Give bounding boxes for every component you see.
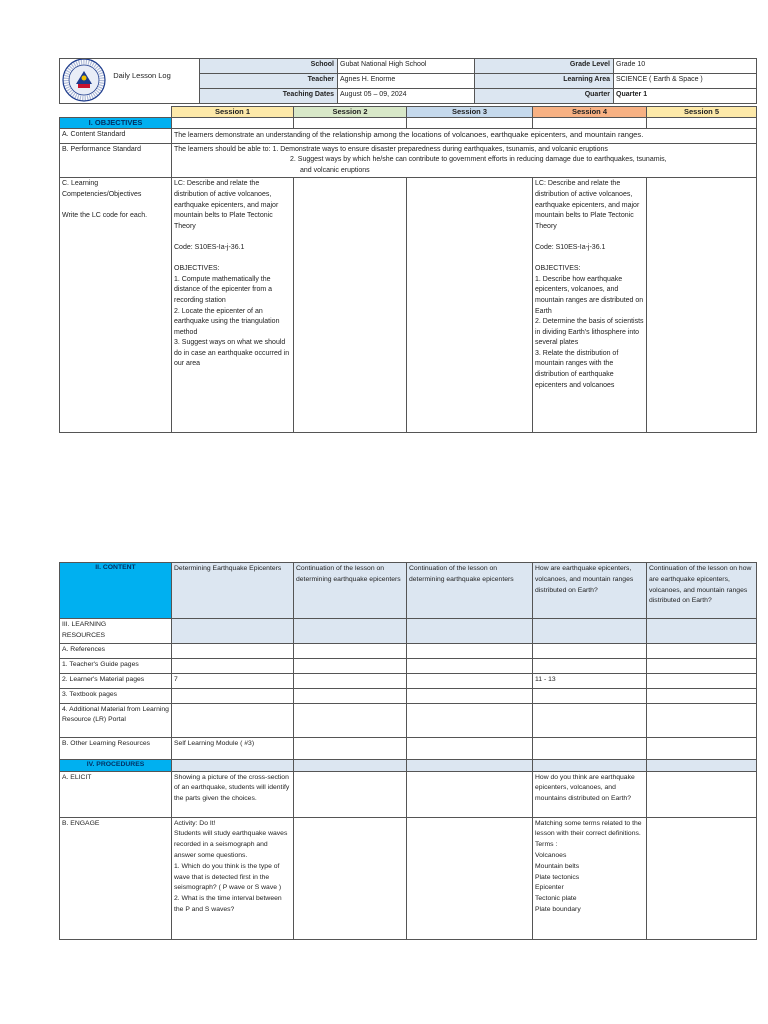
session-5-header: Session 5 xyxy=(647,107,757,118)
learning-area-label: Learning Area xyxy=(475,74,614,89)
content-session-4: How are earthquake epicenters, volcanoes, and mountain ranges distributed on Earth? xyxy=(533,563,647,619)
performance-line-2: 2. Suggest ways by which he/she can contribute to government efforts in reducing damage due to earthquakes, tsunamis, xyxy=(290,156,667,164)
lc-session-5 xyxy=(647,178,757,433)
textbook-label: 3. Textbook pages xyxy=(60,688,172,703)
content-session-1: Determining Earthquake Epicenters xyxy=(172,563,294,619)
obj-blank-4 xyxy=(533,118,647,129)
performance-standard-text xyxy=(172,143,757,178)
teacher-label: Teacher xyxy=(200,74,338,89)
textbook-s5 xyxy=(647,688,757,703)
elicit-session-5 xyxy=(647,771,757,817)
additional-material-s4 xyxy=(533,703,647,737)
textbook-s2 xyxy=(294,688,407,703)
references-s1 xyxy=(172,643,294,658)
teacher-value: Agnes H. Enorme xyxy=(338,74,475,89)
references-s4 xyxy=(533,643,647,658)
quarter-value: Quarter 1 xyxy=(614,89,757,104)
lr-blank-5 xyxy=(647,619,757,644)
objectives-table xyxy=(59,106,757,433)
proc-blank-1 xyxy=(172,759,294,771)
elicit-session-3 xyxy=(407,771,533,817)
content-session-5: Continuation of the lesson on how are earthquake epicenters, volcanoes, and mountain ranges distributed on Earth? xyxy=(647,563,757,619)
additional-material-s3 xyxy=(407,703,533,737)
textbook-s4 xyxy=(533,688,647,703)
engage-label: B. ENGAGE xyxy=(60,817,172,939)
teachers-guide-s3 xyxy=(407,658,533,673)
teachers-guide-s4 xyxy=(533,658,647,673)
other-resources-s2 xyxy=(294,737,407,759)
additional-material-label: 4. Additional Material from Learning Resource (LR) Portal xyxy=(60,703,172,737)
obj-blank-5 xyxy=(647,118,757,129)
lr-blank-1 xyxy=(172,619,294,644)
lr-blank-3 xyxy=(407,619,533,644)
references-s5 xyxy=(647,643,757,658)
performance-line-3: and volcanic eruptions xyxy=(300,166,370,174)
learners-material-s5 xyxy=(647,673,757,688)
learners-material-s3 xyxy=(407,673,533,688)
teaching-dates-label: Teaching Dates xyxy=(200,89,338,104)
textbook-s1 xyxy=(172,688,294,703)
quarter-label: Quarter xyxy=(475,89,614,104)
performance-standard-label: B. Performance Standard xyxy=(60,143,172,178)
lr-blank-2 xyxy=(294,619,407,644)
obj-blank-1 xyxy=(172,118,294,129)
session-1-header: Session 1 xyxy=(172,107,294,118)
proc-blank-3 xyxy=(407,759,533,771)
content-standard-body: the relationship among the locations of volcanoes, earthquake epicenters, and mountain ranges. xyxy=(319,130,644,139)
content-procedures-table xyxy=(59,562,757,940)
teachers-guide-s1 xyxy=(172,658,294,673)
teaching-dates-value: August 05 – 09, 2024 xyxy=(338,89,475,104)
content-standard-text xyxy=(172,129,757,144)
content-heading: II. CONTENT xyxy=(60,563,172,619)
objectives-heading: I. OBJECTIVES xyxy=(60,118,172,129)
engage-session-4: Matching some terms related to the lesson with their correct definitions. Terms : Volcanoes Mountain belts Plate tectonics Epicenter Tectonic plate Plate boundary xyxy=(533,817,647,939)
references-s3 xyxy=(407,643,533,658)
engage-session-2 xyxy=(294,817,407,939)
session-header-spacer xyxy=(60,107,172,118)
proc-blank-5 xyxy=(647,759,757,771)
lc-session-2 xyxy=(294,178,407,433)
content-standard-label: A. Content Standard xyxy=(60,129,172,144)
additional-material-s1 xyxy=(172,703,294,737)
lr-blank-4 xyxy=(533,619,647,644)
school-label: School xyxy=(200,59,338,74)
elicit-label: A. ELICIT xyxy=(60,771,172,817)
other-resources-s3 xyxy=(407,737,533,759)
elicit-session-4: How do you think are earthquake epicenters, volcanoes, and mountains distributed on Earth? xyxy=(533,771,647,817)
learning-competencies-label: C. Learning Competencies/Objectives Write the LC code for each. xyxy=(60,178,172,433)
daily-lesson-log-title: Daily Lesson Log xyxy=(113,71,171,80)
learning-area-value: SCIENCE ( Earth & Space ) xyxy=(614,74,757,89)
content-session-2: Continuation of the lesson on determining earthquake epicenters xyxy=(294,563,407,619)
other-resources-s4 xyxy=(533,737,647,759)
school-value: Gubat National High School xyxy=(338,59,475,74)
lc-session-1: LC: Describe and relate the distribution of active volcanoes, earthquake epicenters, and major mountain belts to Plate Tectonic Theory Code: S10ES-Ia-j-36.1 OBJECTIVES: 1. Compute mathematically the distance of the epicenter from a recording station 2. Locate the epicenter of an earthquake using the triangulation method 3. Suggest ways on what we should do in case an earthquake occurred in our area xyxy=(172,178,294,433)
textbook-s3 xyxy=(407,688,533,703)
engage-session-5 xyxy=(647,817,757,939)
engage-session-1: Activity: Do It! Students will study earthquake waves recorded in a seismograph and answer some questions. 1. Which do you think is the type of wave that is detected first in the seismograph? ( P wave or S wave ) 2. What is the time interval between the P and S waves? xyxy=(172,817,294,939)
session-4-header: Session 4 xyxy=(533,107,647,118)
performance-line-1: The learners should be able to: 1. Demonstrate ways to ensure disaster preparedness during earthquakes, tsunamis, and volcanic eruptions xyxy=(174,145,608,153)
proc-blank-4 xyxy=(533,759,647,771)
obj-blank-3 xyxy=(407,118,533,129)
learners-material-s2 xyxy=(294,673,407,688)
other-resources-s1: Self Learning Module ( #3) xyxy=(172,737,294,759)
other-resources-label: B. Other Learning Resources xyxy=(60,737,172,759)
learning-resources-heading: III. LEARNING RESOURCES xyxy=(60,619,172,644)
other-resources-s5 xyxy=(647,737,757,759)
proc-blank-2 xyxy=(294,759,407,771)
logo-cell xyxy=(60,59,200,104)
procedures-heading: IV. PROCEDURES xyxy=(60,759,172,771)
references-label: A. References xyxy=(60,643,172,658)
content-session-3: Continuation of the lesson on determining earthquake epicenters xyxy=(407,563,533,619)
additional-material-s2 xyxy=(294,703,407,737)
additional-material-s5 xyxy=(647,703,757,737)
references-s2 xyxy=(294,643,407,658)
learners-material-s4: 11 - 13 xyxy=(533,673,647,688)
lc-session-3 xyxy=(407,178,533,433)
session-3-header: Session 3 xyxy=(407,107,533,118)
learners-material-s1: 7 xyxy=(172,673,294,688)
grade-value: Grade 10 xyxy=(614,59,757,74)
teachers-guide-s2 xyxy=(294,658,407,673)
learners-material-label: 2. Learner's Material pages xyxy=(60,673,172,688)
session-2-header: Session 2 xyxy=(294,107,407,118)
header-table xyxy=(59,58,757,104)
obj-blank-2 xyxy=(294,118,407,129)
lc-session-4: LC: Describe and relate the distribution of active volcanoes, earthquake epicenters, and major mountain belts to Plate Tectonic Theory Code: S10ES-Ia-j-36.1 OBJECTIVES: 1. Describe how earthquake epicenters, volcanoes, and mountain ranges are distributed on Earth 2. Determine the basis of scientists in dividing Earth's lithosphere into several plates 3. Relate the distribution of mountain ranges with the distribution of earthquake epicenters and volcanoes xyxy=(533,178,647,433)
teachers-guide-label: 1. Teacher's Guide pages xyxy=(60,658,172,673)
elicit-session-1: Showing a picture of the cross-section of an earthquake, students will identify the parts given the choices. xyxy=(172,771,294,817)
content-standard-prefix: The learners demonstrate an understanding of xyxy=(174,132,320,139)
engage-session-3 xyxy=(407,817,533,939)
teachers-guide-s5 xyxy=(647,658,757,673)
elicit-session-2 xyxy=(294,771,407,817)
grade-label: Grade Level xyxy=(475,59,614,74)
